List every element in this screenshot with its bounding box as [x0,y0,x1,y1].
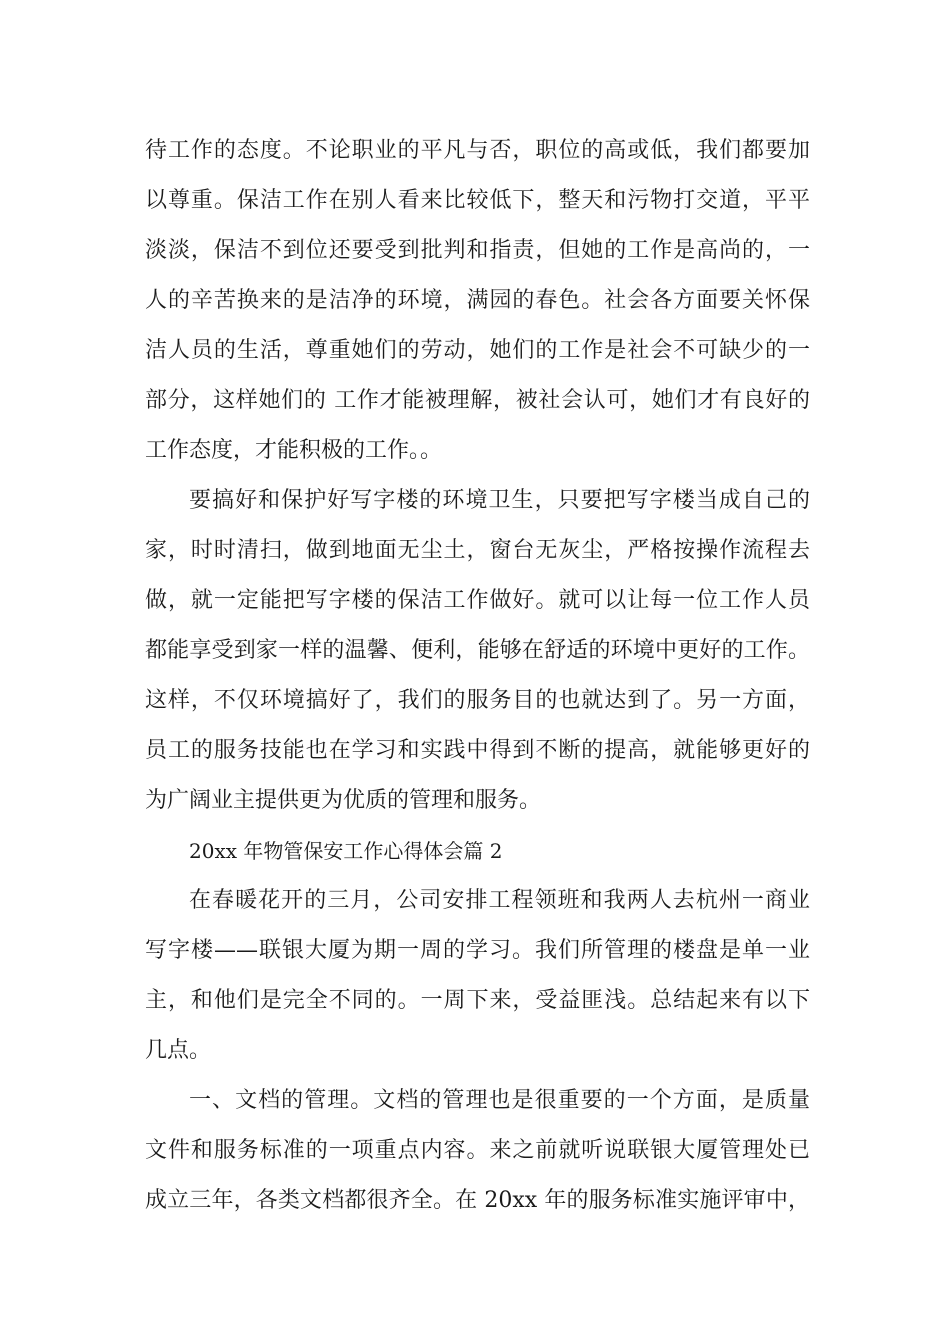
text-line: 洁人员的生活，尊重她们的劳动，她们的工作是社会不可缺少的一 [145,338,810,363]
paragraph-3 [145,876,810,1076]
document-body [145,126,810,1226]
text-line: 待工作的态度。不论职业的平凡与否，职位的高或低，我们都要加 [145,138,810,163]
section-heading [145,826,810,876]
text-line: 都能享受到家一样的温馨、便利，能够在舒适的环境中更好的工作。 [145,638,810,663]
text-line: 在春暖花开的三月，公司安排工程领班和我两人去杭州一商业 [189,888,810,913]
paragraph-4 [145,1076,810,1226]
text-line: 人的辛苦换来的是洁净的环境，满园的春色。社会各方面要关怀保 [145,288,810,313]
text-line: 以尊重。保洁工作在别人看来比较低下，整天和污物打交道，平平 [145,188,810,213]
paragraph-1 [145,126,810,476]
text-line: 一、文档的管理。文档的管理也是很重要的一个方面，是质量 [189,1088,810,1113]
text-line: 要搞好和保护好写字楼的环境卫生，只要把写字楼当成自己的 [189,488,810,513]
text-line: 写字楼——联银大厦为期一周的学习。我们所管理的楼盘是单一业 [145,938,810,963]
text-line: 几点。 [145,1038,212,1063]
section-heading-text: 20xx 年物管保安工作心得体会篇 2 [189,839,503,863]
text-line: 部分，这样她们的 工作才能被理解，被社会认可，她们才有良好的 [145,388,810,413]
text-line: 文件和服务标准的一项重点内容。来之前就听说联银大厦管理处已 [145,1138,810,1163]
text-line: 家，时时清扫，做到地面无尘土，窗台无灰尘，严格按操作流程去 [145,538,810,563]
text-line: 主，和他们是完全不同的。一周下来，受益匪浅。总结起来有以下 [145,988,810,1013]
text-line: 这样，不仅环境搞好了，我们的服务目的也就达到了。另一方面， [145,688,810,713]
paragraph-2 [145,476,810,826]
text-line: 淡淡，保洁不到位还要受到批判和指责，但她的工作是高尚的，一 [145,238,810,263]
text-line: 做，就一定能把写字楼的保洁工作做好。就可以让每一位工作人员 [145,588,810,613]
text-line: 成立三年，各类文档都很齐全。在 20xx 年的服务标准实施评审中， [145,1188,810,1213]
text-line: 员工的服务技能也在学习和实践中得到不断的提高，就能够更好的 [145,738,810,763]
text-line: 为广阔业主提供更为优质的管理和服务。 [145,788,542,813]
text-line: 工作态度，才能积极的工作。。 [145,438,443,463]
